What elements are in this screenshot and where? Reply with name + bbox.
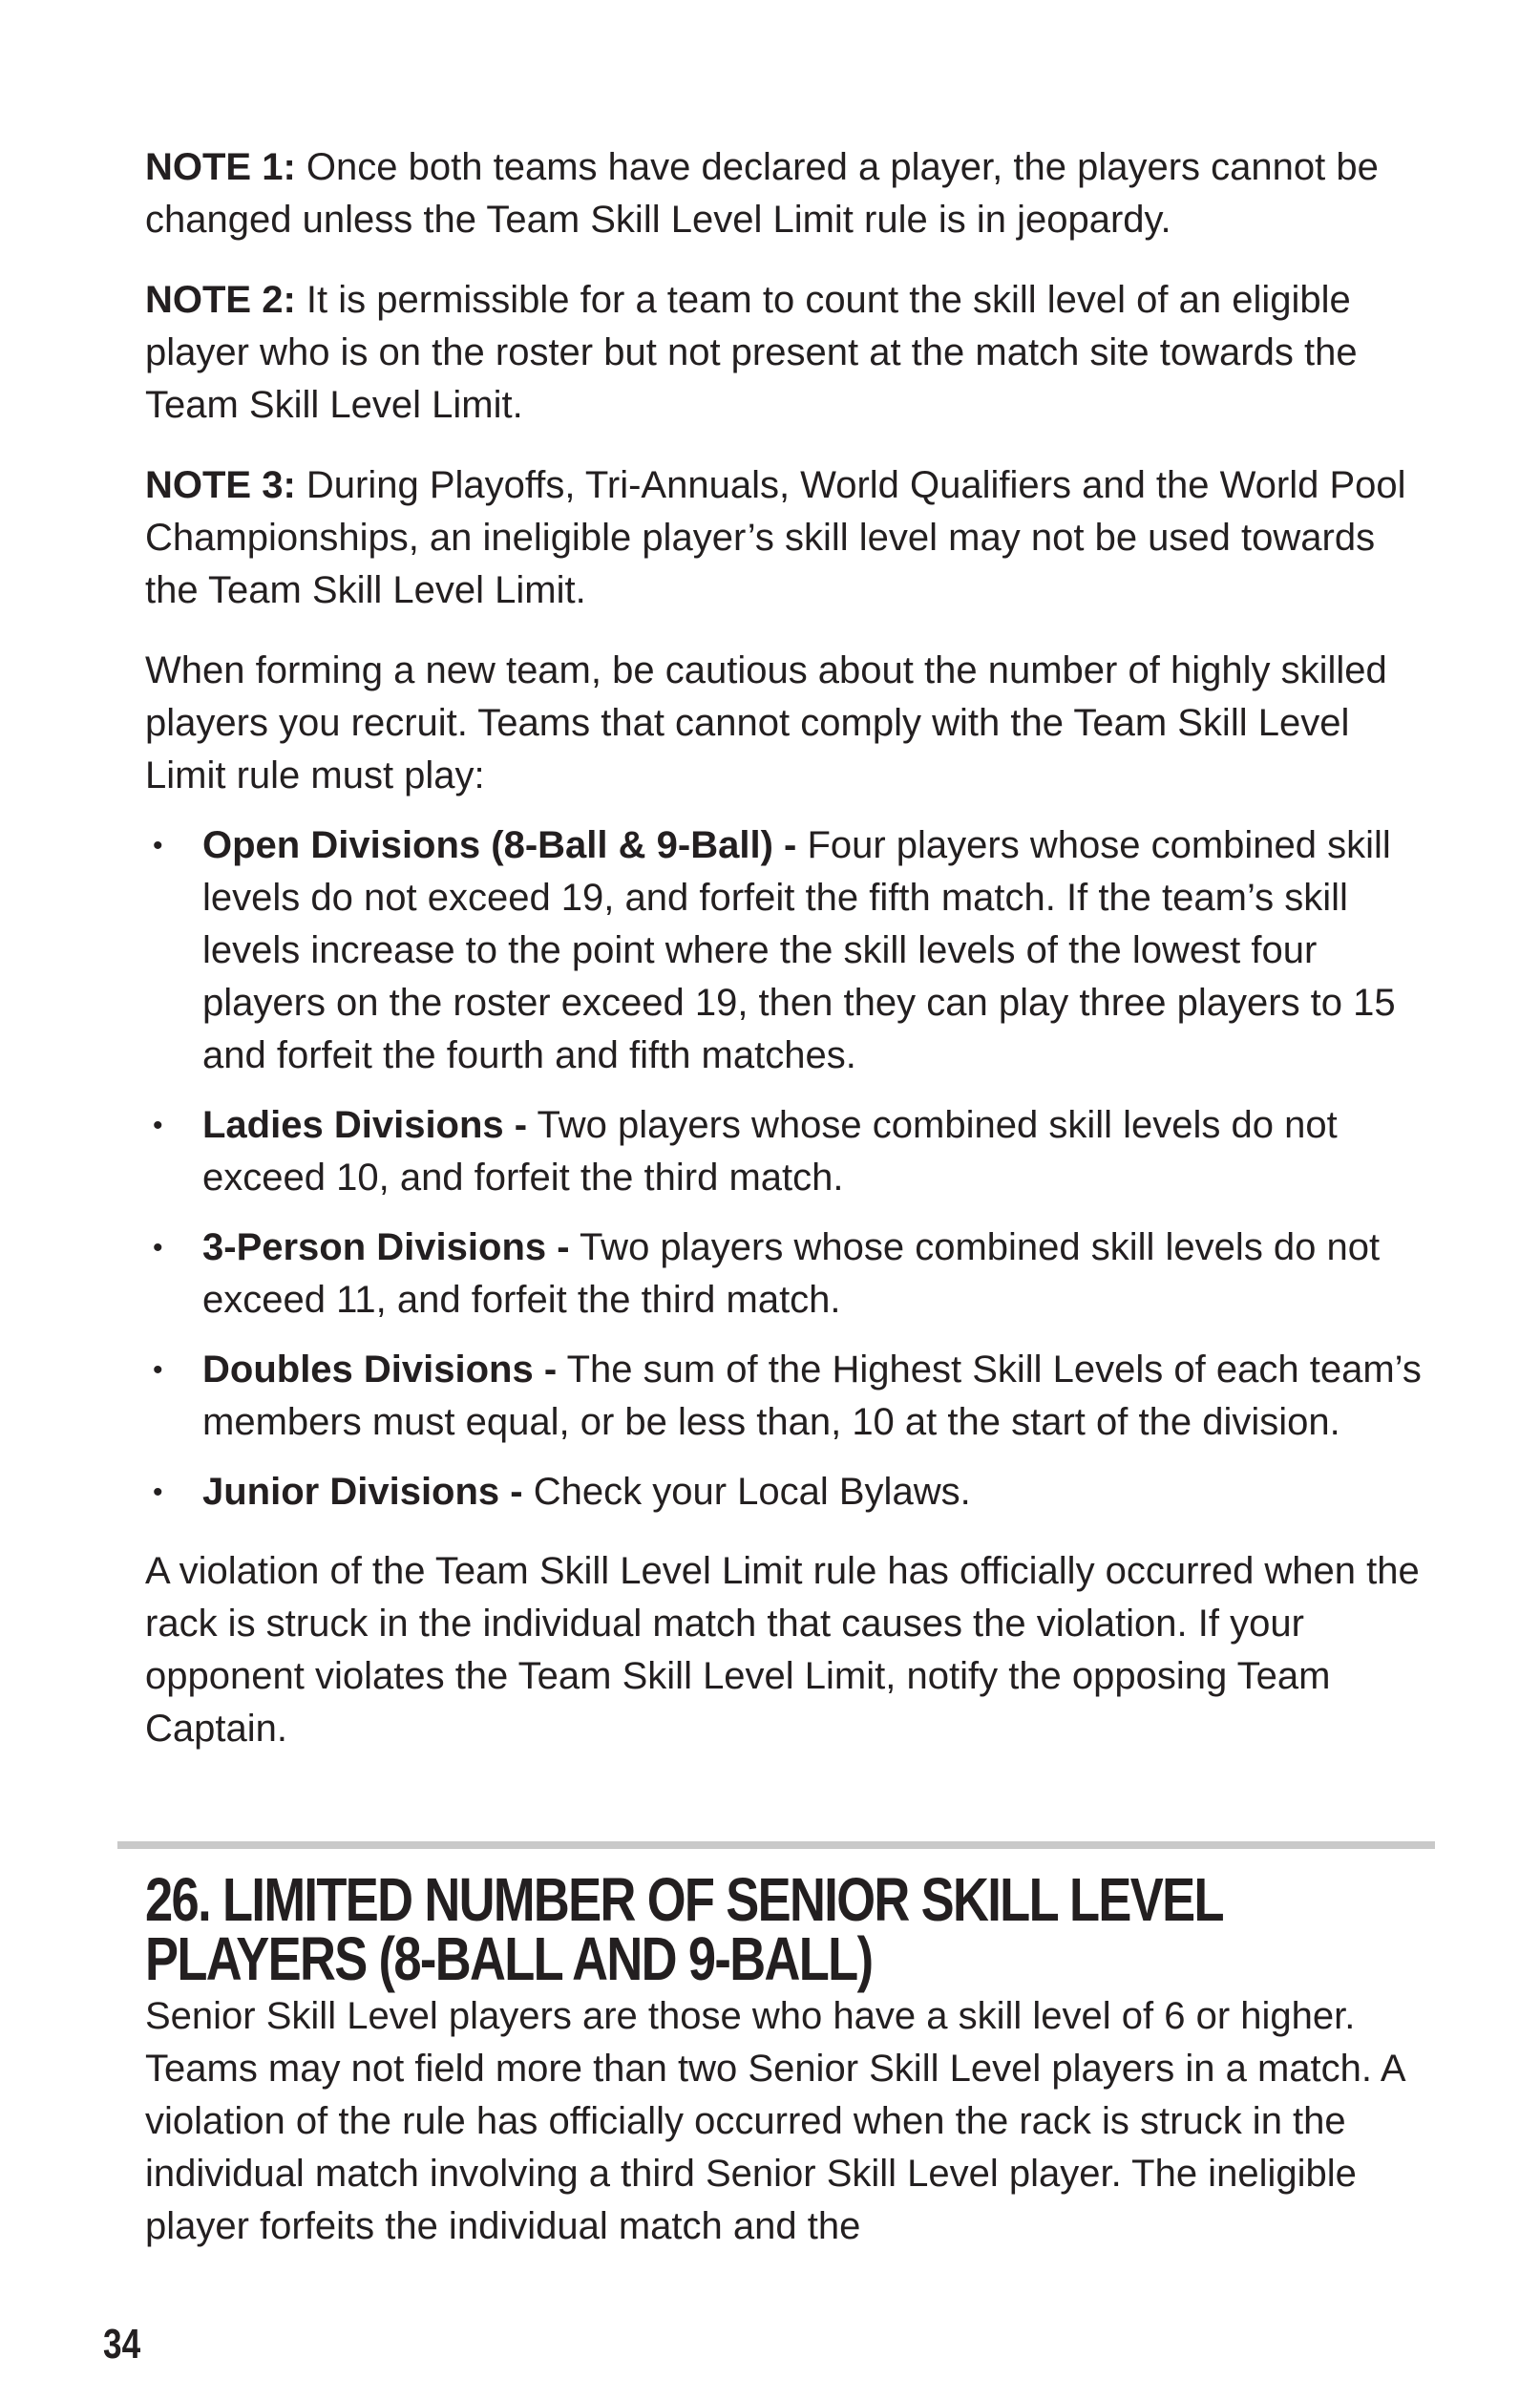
note-1-text: Once both teams have declared a player, the players cannot be changed unless the Team Skill Level Limit rule is in jeopardy.: [145, 146, 1379, 241]
division-label: Doubles Divisions -: [202, 1349, 558, 1391]
division-item-ladies: [145, 1099, 1424, 1204]
division-item-doubles: [145, 1344, 1424, 1449]
bullet-icon: •: [153, 1354, 163, 1386]
division-label: Ladies Divisions -: [202, 1104, 528, 1146]
division-item-junior: [145, 1466, 1424, 1519]
bullet-icon: •: [153, 1232, 163, 1264]
note-2: [145, 274, 1424, 432]
section-26-heading: 26. LIMITED NUMBER OF SENIOR SKILL LEVEL PLAYERS (8-BALL AND 9-BALL): [145, 1865, 1222, 1993]
bullet-icon: •: [153, 1110, 163, 1141]
note-1: [145, 141, 1424, 246]
division-list: [145, 819, 1424, 1519]
division-item-3-person: [145, 1221, 1424, 1327]
section-26-body: Senior Skill Level players are those who have a skill level of 6 or higher. Teams may not field more than two Senior Skill Level players in a match. A violation of the rule has officially occurred when the rack is struck in the individual match involving a third Senior Skill Level player. The ineligible player forfeits the individual match and the: [145, 1995, 1404, 2247]
division-item-open: [145, 819, 1424, 1082]
note-3-label: NOTE 3:: [145, 464, 296, 506]
bullet-icon: •: [153, 830, 163, 861]
note-1-label: NOTE 1:: [145, 146, 296, 188]
section-divider: [117, 1841, 1435, 1849]
note-2-text: It is permissible for a team to count the skill level of an eligible player who is on the roster but not present at the match site towards the Team Skill Level Limit.: [145, 279, 1358, 426]
division-label: Open Divisions (8-Ball & 9-Ball) -: [202, 824, 797, 866]
page-content: [145, 141, 1424, 1783]
violation-paragraph: A violation of the Team Skill Level Limit rule has officially occurred when the rack is struck in the individual match that causes the violation. If your opponent violates the Team Skill Level Limit, notify the opposing Team Captain.: [145, 1550, 1420, 1750]
section-26: [145, 1865, 1424, 2253]
division-text: The sum of the Highest Skill Levels of each team’s members must equal, or be less than, 10 at the start of the division.: [202, 1349, 1422, 1443]
division-label: Junior Divisions -: [202, 1471, 523, 1513]
intro-paragraph: When forming a new team, be cautious about the number of highly skilled players you recruit. Teams that cannot comply with the Team Skill Level Limit rule must play:: [145, 649, 1387, 796]
bullet-icon: •: [153, 1476, 163, 1508]
note-3: [145, 459, 1424, 617]
division-text: Two players whose combined skill levels do not exceed 10, and forfeit the third match.: [202, 1104, 1338, 1199]
division-text: Check your Local Bylaws.: [522, 1471, 971, 1513]
page-number: 34: [103, 2321, 141, 2368]
division-text: Two players whose combined skill levels do not exceed 11, and forfeit the third match.: [202, 1226, 1381, 1321]
note-2-label: NOTE 2:: [145, 279, 296, 321]
division-label: 3-Person Divisions -: [202, 1226, 570, 1268]
note-3-text: During Playoffs, Tri-Annuals, World Qualifiers and the World Pool Championships, an ineligible player’s skill level may not be used towards the Team Skill Level Limit.: [145, 464, 1406, 611]
division-text: Four players whose combined skill levels do not exceed 19, and forfeit the fifth match. If the team’s skill levels increase to the point where the skill levels of the lowest four players on the roster exceed 19, then they can play three players to 15 and forfeit the fourth and fifth matches.: [202, 824, 1396, 1076]
